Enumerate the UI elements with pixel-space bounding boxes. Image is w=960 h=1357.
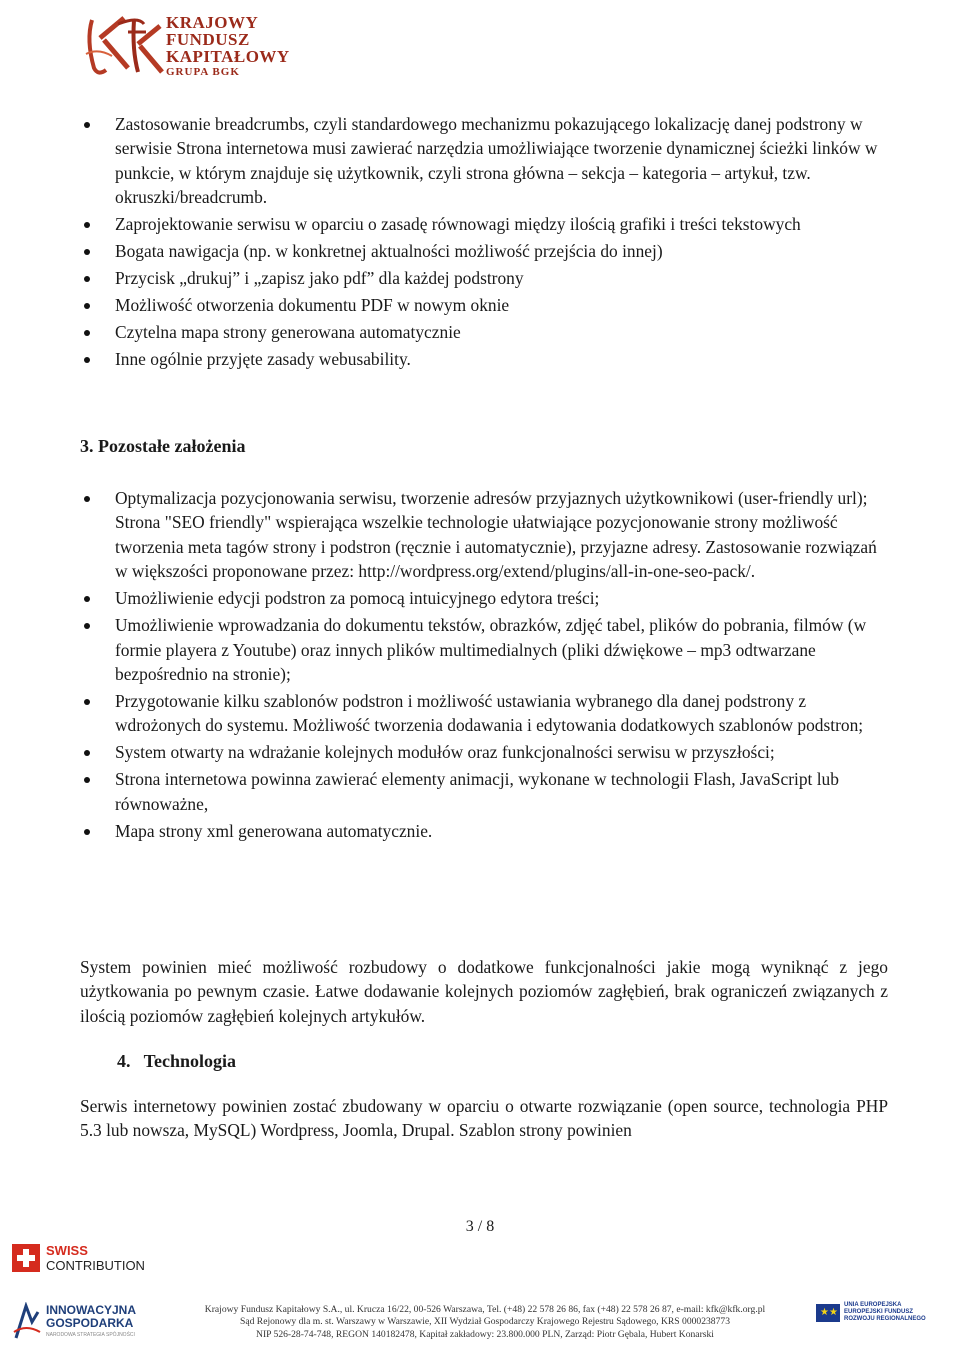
kfk-monogram-icon <box>78 10 166 80</box>
bullet-icon <box>84 623 90 629</box>
list-item-text: Zastosowanie breadcrumbs, czyli standardowego mechanizmu pokazującego lokalizację danej podstrony w serwisie Strona internetowa musi zawierać narzędzia umożliwiające tworzenie dynamicznej ścieżki linków w punkcie, w którym znajduje się użytkownik, czyli strona główna – sekcja – kategoria – artykuł, tzw. okruszki/breadcrumb. <box>115 114 878 208</box>
bullet-icon <box>84 357 90 363</box>
section-3-heading: 3. Pozostałe założenia <box>80 436 246 456</box>
bullet-icon <box>84 249 90 255</box>
list-item-text: Zaprojektowanie serwisu w oparciu o zasadę równowagi między ilością grafiki i treści tekstowych <box>115 214 801 235</box>
list-item <box>80 486 892 584</box>
bullet-icon <box>84 750 90 756</box>
swiss-cross-icon <box>12 1244 40 1272</box>
list-item <box>80 239 892 263</box>
swiss-logo-line-2: CONTRIBUTION <box>46 1258 145 1273</box>
bullet-icon <box>84 699 90 705</box>
page-number: 3 / 8 <box>465 1218 495 1235</box>
bullet-icon <box>84 777 90 783</box>
bullet-icon <box>84 330 90 336</box>
list-item-text: Czytelna mapa strony generowana automatycznie <box>115 322 461 343</box>
bullet-icon <box>84 276 90 282</box>
innovative-economy-icon <box>12 1302 42 1342</box>
ig-logo-line-1: INNOWACYJNA <box>46 1303 137 1317</box>
technology-paragraph: Serwis internetowy powinien zostać zbudowany w oparciu o otwarte rozwiązanie (open source, technologia PHP 5.3 lub nowsza, MySQL) Wordpress, Joomla, Drupal. Szablon strony powinien <box>80 1096 888 1141</box>
list-item-text: Umożliwienie wprowadzania do dokumentu tekstów, obrazków, zdjęć tabel, plików do pobrania, filmów (w formie playera z Youtube) oraz innych plików multimedialnych (pliki dźwiękowe – mp3 odtwarzane bezpośrednio na stronie); <box>115 615 867 685</box>
bullet-icon <box>84 303 90 309</box>
swiss-contribution-logo <box>12 1244 152 1284</box>
list-item <box>80 212 892 236</box>
footer-address <box>165 1304 805 1341</box>
list-item <box>80 767 892 816</box>
swiss-logo-line-1: SWISS <box>46 1243 88 1258</box>
list-item <box>80 586 892 610</box>
bullet-icon <box>84 829 90 835</box>
list-item <box>80 347 892 371</box>
list-item-text: Optymalizacja pozycjonowania serwisu, tworzenie adresów przyjaznych użytkownikowi (user-friendly url); Strona "SEO friendly" wspierająca wszelkie technologie ułatwiające pozycjonowanie strony możliwość tworzenia meta tagów strony i podstron (ręcznie i automatycznie), przyjazne adresy. Zastosowanie rozwiązań w większości proponowane przez: http://wordpress.org/extend/plugins/all-in-one-seo-pack/. <box>115 488 877 582</box>
list-item-text: Inne ogólnie przyjęte zasady webusability. <box>115 349 411 370</box>
section-4-heading: 4. Technologia <box>117 1051 237 1071</box>
eu-flag-icon: ★★ <box>816 1304 840 1322</box>
extension-paragraph: System powinien mieć możliwość rozbudowy o dodatkowe funkcjonalności jakie mogą wyniknąć z jego użytkowania po pewnym czasie. Łatwe dodawanie kolejnych poziomów zagłębień, brak ograniczeń związanych z ilością poziomów zagłębień kolejnych artykułów. <box>80 957 888 1026</box>
footer-address-line-2: Sąd Rejonowy dla m. st. Warszawy w Warszawie, XII Wydział Gospodarczy Krajowego Rejestru Sądowego, KRS 0000238773 <box>240 1316 730 1328</box>
footer-address-line-1: Krajowy Fundusz Kapitałowy S.A., ul. Krucza 16/22, 00-526 Warszawa, Tel. (+48) 22 578 26 86, fax (+48) 22 578 26 87, e-mail: kfk@kfk.org.pl <box>204 1304 766 1315</box>
logo-line-4: GRUPA BGK <box>166 66 240 78</box>
list-item-text: Możliwość otworzenia dokumentu PDF w nowym oknie <box>115 295 510 316</box>
list-item <box>80 689 892 738</box>
list-item <box>80 613 892 686</box>
other-assumptions-list <box>80 486 892 846</box>
list-item <box>80 740 892 764</box>
list-item-text: Umożliwienie edycji podstron za pomocą intuicyjnego edytora treści; <box>115 588 600 609</box>
bullet-icon <box>84 596 90 602</box>
list-item-text: Przygotowanie kilku szablonów podstron i możliwość ustawiania wybranego dla danej podstrony z wdrożonych do systemu. Możliwość tworzenia dodawania i edytowania dodatkowych szablonów podstron; <box>115 691 864 736</box>
bullet-icon <box>84 122 90 128</box>
footer-address-line-3: NIP 526-28-74-748, REGON 140182478, Kapitał zakładowy: 23.800.000 PLN, Zarząd: Piotr Gębala, Hubert Konarski <box>256 1328 714 1340</box>
list-item <box>80 112 892 210</box>
list-item <box>80 819 892 843</box>
list-item <box>80 320 892 344</box>
ue-logo-line-3: ROZWOJU REGIONALNEGO <box>844 1316 926 1322</box>
ig-logo-line-3: NARODOWA STRATEGIA SPÓJNOŚCI <box>46 1332 135 1338</box>
eu-fund-logo <box>816 1300 936 1340</box>
requirements-list <box>80 112 892 374</box>
list-item-text: Mapa strony xml generowana automatycznie. <box>115 820 433 841</box>
list-item <box>80 293 892 317</box>
logo-line-1: KRAJOWY <box>166 13 259 32</box>
kfk-logo <box>78 10 308 80</box>
list-item-text: System otwarty na wdrażanie kolejnych modułów oraz funkcjonalności serwisu w przyszłości; <box>115 742 775 763</box>
logo-line-3: KAPITAŁOWY <box>166 47 290 66</box>
bullet-icon <box>84 496 90 502</box>
logo-line-2: FUNDUSZ <box>166 30 250 49</box>
list-item-text: Strona internetowa powinna zawierać elementy animacji, wykonane w technologii Flash, JavaScript lub równoważne, <box>115 769 839 814</box>
ue-logo-line-1: UNIA EUROPEJSKA <box>844 1302 902 1308</box>
list-item-text: Bogata nawigacja (np. w konkretnej aktualności możliwość przejścia do innej) <box>115 241 663 262</box>
list-item-text: Przycisk „drukuj” i „zapisz jako pdf” dla każdej podstrony <box>115 268 524 289</box>
ue-logo-line-2: EUROPEJSKI FUNDUSZ <box>844 1309 914 1315</box>
bullet-icon <box>84 222 90 228</box>
ig-logo-line-2: GOSPODARKA <box>46 1316 134 1330</box>
innowacyjna-gospodarka-logo <box>12 1300 162 1348</box>
list-item <box>80 266 892 290</box>
